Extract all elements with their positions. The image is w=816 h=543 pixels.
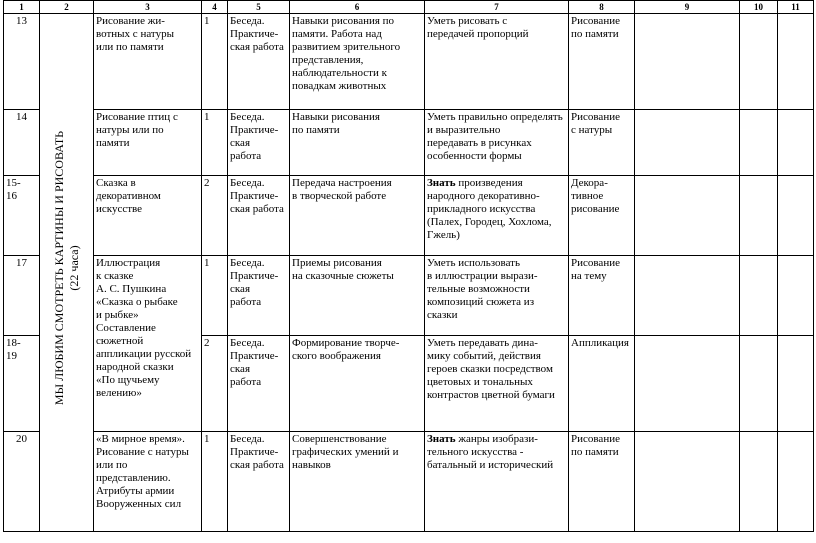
cell-line: наблюдательности к [292, 67, 387, 79]
cell-line: повадкам животных [292, 80, 387, 92]
cell-line [427, 296, 566, 309]
cell-line [427, 229, 566, 242]
cell-line: искусстве [96, 203, 143, 215]
header-row [4, 1, 814, 14]
result-text: Уметь использовать [427, 257, 521, 269]
result-cell [425, 110, 569, 176]
table-row [4, 176, 814, 256]
cell-line: Аппликация [571, 337, 629, 349]
hours-cell: 1 [202, 14, 228, 110]
result-text: Гжель) [427, 229, 460, 241]
cell-line: к сказке [96, 270, 134, 282]
result-text: жанры изобрази- [455, 433, 538, 445]
result-text: контрастов цветной бумаги [427, 389, 555, 401]
table-row [4, 14, 814, 110]
hours-cell: 1 [202, 432, 228, 532]
result-text: Уметь рисовать с [427, 15, 508, 27]
empty-cell [778, 176, 814, 256]
empty-cell [635, 14, 740, 110]
cell-line: рисование [571, 203, 620, 215]
cell-line: Практиче- [230, 190, 279, 202]
cell-line: Беседа. [230, 337, 265, 349]
skills-cell [290, 110, 425, 176]
cell-line: Рисование [571, 257, 620, 269]
section-title-vertical [52, 58, 82, 478]
table-row [4, 256, 814, 336]
cell-line: Практиче- [230, 446, 279, 458]
result-text: народного декоративно- [427, 190, 540, 202]
result-text: прикладного искусства [427, 203, 536, 215]
skills-cell [290, 256, 425, 336]
type-cell [569, 176, 635, 256]
cell-line: Практиче- [230, 270, 279, 282]
result-text: Уметь правильно определять [427, 111, 563, 123]
cell-line: или по памяти [96, 41, 164, 53]
hours-cell: 1 [202, 110, 228, 176]
cell-line: по памяти [292, 124, 340, 136]
cell-line: ская работа [230, 459, 284, 471]
hours-cell: 2 [202, 336, 228, 432]
cell-line: Рисование жи- [96, 15, 165, 27]
empty-cell [740, 432, 778, 532]
cell-line: навыков [292, 459, 331, 471]
result-text: произведения [455, 177, 523, 189]
cell-line: работа [230, 376, 262, 388]
empty-cell [778, 14, 814, 110]
cell-line: Практиче- [230, 124, 279, 136]
header-cell: 7 [425, 1, 569, 14]
cell-line: «Сказка о рыбаке [96, 296, 178, 308]
header-cell: 6 [290, 1, 425, 14]
cell-line [427, 337, 566, 350]
header-cell: 1 [4, 1, 40, 14]
form-cell [228, 14, 290, 110]
lesson-number: 15- 16 [4, 176, 40, 256]
cell-line [427, 389, 566, 402]
lesson-number: 20 [4, 432, 40, 532]
cell-line: Беседа. [230, 433, 265, 445]
cell-line: Практиче- [230, 28, 279, 40]
cell-line: и рыбке» [96, 309, 139, 321]
cell-line: Практиче- [230, 350, 279, 362]
lesson-plan-table [3, 0, 814, 532]
cell-line [427, 270, 566, 283]
cell-line: Совершенствование [292, 433, 387, 445]
cell-line: памяти. Работа над [292, 28, 382, 40]
section-hours: (22 часа) [66, 244, 81, 291]
cell-line: тивное [571, 190, 604, 202]
topic-cell [94, 14, 202, 110]
type-cell [569, 336, 635, 432]
skills-cell [290, 176, 425, 256]
topic-cell [94, 256, 202, 432]
cell-line [427, 137, 566, 150]
empty-cell [778, 256, 814, 336]
empty-cell [740, 256, 778, 336]
cell-line: сюжетной [96, 335, 144, 347]
cell-line: ская [230, 137, 251, 149]
form-cell [228, 336, 290, 432]
empty-cell [740, 176, 778, 256]
cell-line: Вооруженных сил [96, 498, 182, 510]
result-text: в иллюстрации вырази- [427, 270, 538, 282]
empty-cell [778, 336, 814, 432]
cell-line [427, 350, 566, 363]
cell-line: Рисование [571, 433, 620, 445]
empty-cell [740, 336, 778, 432]
result-text: и выразительно [427, 124, 501, 136]
result-cell [425, 336, 569, 432]
cell-line: ская работа [230, 203, 284, 215]
cell-line: вотных с натуры [96, 28, 174, 40]
cell-line: Составление [96, 322, 156, 334]
empty-cell [635, 256, 740, 336]
skills-cell [290, 336, 425, 432]
cell-line [427, 283, 566, 296]
result-text: композиций сюжета из [427, 296, 535, 308]
skills-cell [290, 14, 425, 110]
cell-line: Навыки рисования по [292, 15, 395, 27]
result-text: передавать в рисунках [427, 137, 532, 149]
topic-cell [94, 110, 202, 176]
cell-line: «По щучьему [96, 374, 160, 386]
cell-line [427, 309, 566, 322]
form-cell [228, 110, 290, 176]
type-cell [569, 256, 635, 336]
type-cell [569, 110, 635, 176]
cell-line [427, 124, 566, 137]
cell-line: ская [230, 283, 251, 295]
topic-cell [94, 176, 202, 256]
result-text: особенности формы [427, 150, 522, 162]
cell-line: развитием зрительного [292, 41, 401, 53]
result-text: Уметь передавать дина- [427, 337, 538, 349]
result-cell [425, 14, 569, 110]
cell-line: Рисование [571, 15, 620, 27]
result-text: передачей пропорций [427, 28, 529, 40]
header-cell: 11 [778, 1, 814, 14]
cell-line: представлению. [96, 472, 171, 484]
cell-line [427, 216, 566, 229]
cell-line: натуры или по [96, 124, 164, 136]
result-text: тельного искусства - [427, 446, 524, 458]
cell-line: Формирование творче- [292, 337, 400, 349]
header-cell: 2 [40, 1, 94, 14]
cell-line [427, 459, 566, 472]
result-text: сказки [427, 309, 458, 321]
result-text: батальный и исторический [427, 459, 554, 471]
cell-line: на сказочные сюжеты [292, 270, 394, 282]
header-cell: 10 [740, 1, 778, 14]
cell-line [427, 190, 566, 203]
result-text: героев сказки посредством [427, 363, 553, 375]
cell-line: Передача настроения [292, 177, 392, 189]
cell-line: декоративном [96, 190, 161, 202]
empty-cell [740, 110, 778, 176]
empty-cell [635, 110, 740, 176]
result-keyword: Знать [427, 433, 456, 445]
cell-line: по памяти [571, 446, 619, 458]
type-cell [569, 432, 635, 532]
cell-line: Беседа. [230, 15, 265, 27]
empty-cell [635, 176, 740, 256]
cell-line: Рисование птиц с [96, 111, 178, 123]
cell-line [427, 376, 566, 389]
cell-line: велению» [96, 387, 142, 399]
empty-cell [778, 110, 814, 176]
form-cell [228, 256, 290, 336]
table-row [4, 110, 814, 176]
result-cell [425, 176, 569, 256]
cell-line: Навыки рисования [292, 111, 380, 123]
form-cell [228, 176, 290, 256]
header-cell: 3 [94, 1, 202, 14]
skills-cell [290, 432, 425, 532]
cell-line: Декора- [571, 177, 608, 189]
cell-line: графических умений и [292, 446, 399, 458]
cell-line: Беседа. [230, 111, 265, 123]
empty-cell [635, 336, 740, 432]
cell-line [427, 111, 566, 124]
cell-line [427, 28, 566, 41]
result-text: цветовых и тональных [427, 376, 533, 388]
cell-line: в творческой работе [292, 190, 387, 202]
cell-line: народной сказки [96, 361, 174, 373]
lesson-number: 18- 19 [4, 336, 40, 432]
cell-line: Рисование [571, 111, 620, 123]
lesson-number: 17 [4, 256, 40, 336]
section-title: МЫ ЛЮБИМ СМОТРЕТЬ КАРТИНЫ И РИСОВАТЬ [51, 130, 66, 405]
cell-line [427, 257, 566, 270]
cell-line: или по [96, 459, 128, 471]
cell-line: по памяти [571, 28, 619, 40]
header-cell: 8 [569, 1, 635, 14]
result-cell [425, 256, 569, 336]
cell-line: ского воображения [292, 350, 381, 362]
empty-cell [740, 14, 778, 110]
cell-line: Рисование с натуры [96, 446, 189, 458]
table-row [4, 432, 814, 532]
cell-line: памяти [96, 137, 130, 149]
hours-cell: 2 [202, 176, 228, 256]
cell-line: Иллюстрация [96, 257, 161, 269]
result-cell [425, 432, 569, 532]
cell-line: Атрибуты армии [96, 485, 175, 497]
empty-cell [635, 432, 740, 532]
lesson-number: 13 [4, 14, 40, 110]
hours-cell: 1 [202, 256, 228, 336]
cell-line: Беседа. [230, 257, 265, 269]
cell-line [427, 433, 566, 446]
cell-line [427, 363, 566, 376]
cell-line [427, 446, 566, 459]
type-cell [569, 14, 635, 110]
result-text: мику событий, действия [427, 350, 541, 362]
cell-line [427, 15, 566, 28]
empty-cell [778, 432, 814, 532]
cell-line: с натуры [571, 124, 613, 136]
cell-line: Сказка в [96, 177, 136, 189]
form-cell [228, 432, 290, 532]
result-text: (Палех, Городец, Хохлома, [427, 216, 552, 228]
cell-line: Приемы рисования [292, 257, 382, 269]
cell-line: аппликации русской [96, 348, 192, 360]
cell-line: «В мирное время». [96, 433, 185, 445]
cell-line: представления, [292, 54, 364, 66]
cell-line [427, 177, 566, 190]
cell-line: ская [230, 363, 251, 375]
result-keyword: Знать [427, 177, 456, 189]
cell-line: работа [230, 150, 262, 162]
cell-line: работа [230, 296, 262, 308]
cell-line: на тему [571, 270, 607, 282]
cell-line [427, 150, 566, 163]
header-cell: 4 [202, 1, 228, 14]
header-cell: 9 [635, 1, 740, 14]
result-text: тельные возможности [427, 283, 530, 295]
cell-line: А. С. Пушкина [96, 283, 167, 295]
lesson-number: 14 [4, 110, 40, 176]
topic-cell [94, 432, 202, 532]
header-cell: 5 [228, 1, 290, 14]
cell-line: Беседа. [230, 177, 265, 189]
cell-line [427, 203, 566, 216]
section-title-cell [40, 14, 94, 532]
cell-line: ская работа [230, 41, 284, 53]
